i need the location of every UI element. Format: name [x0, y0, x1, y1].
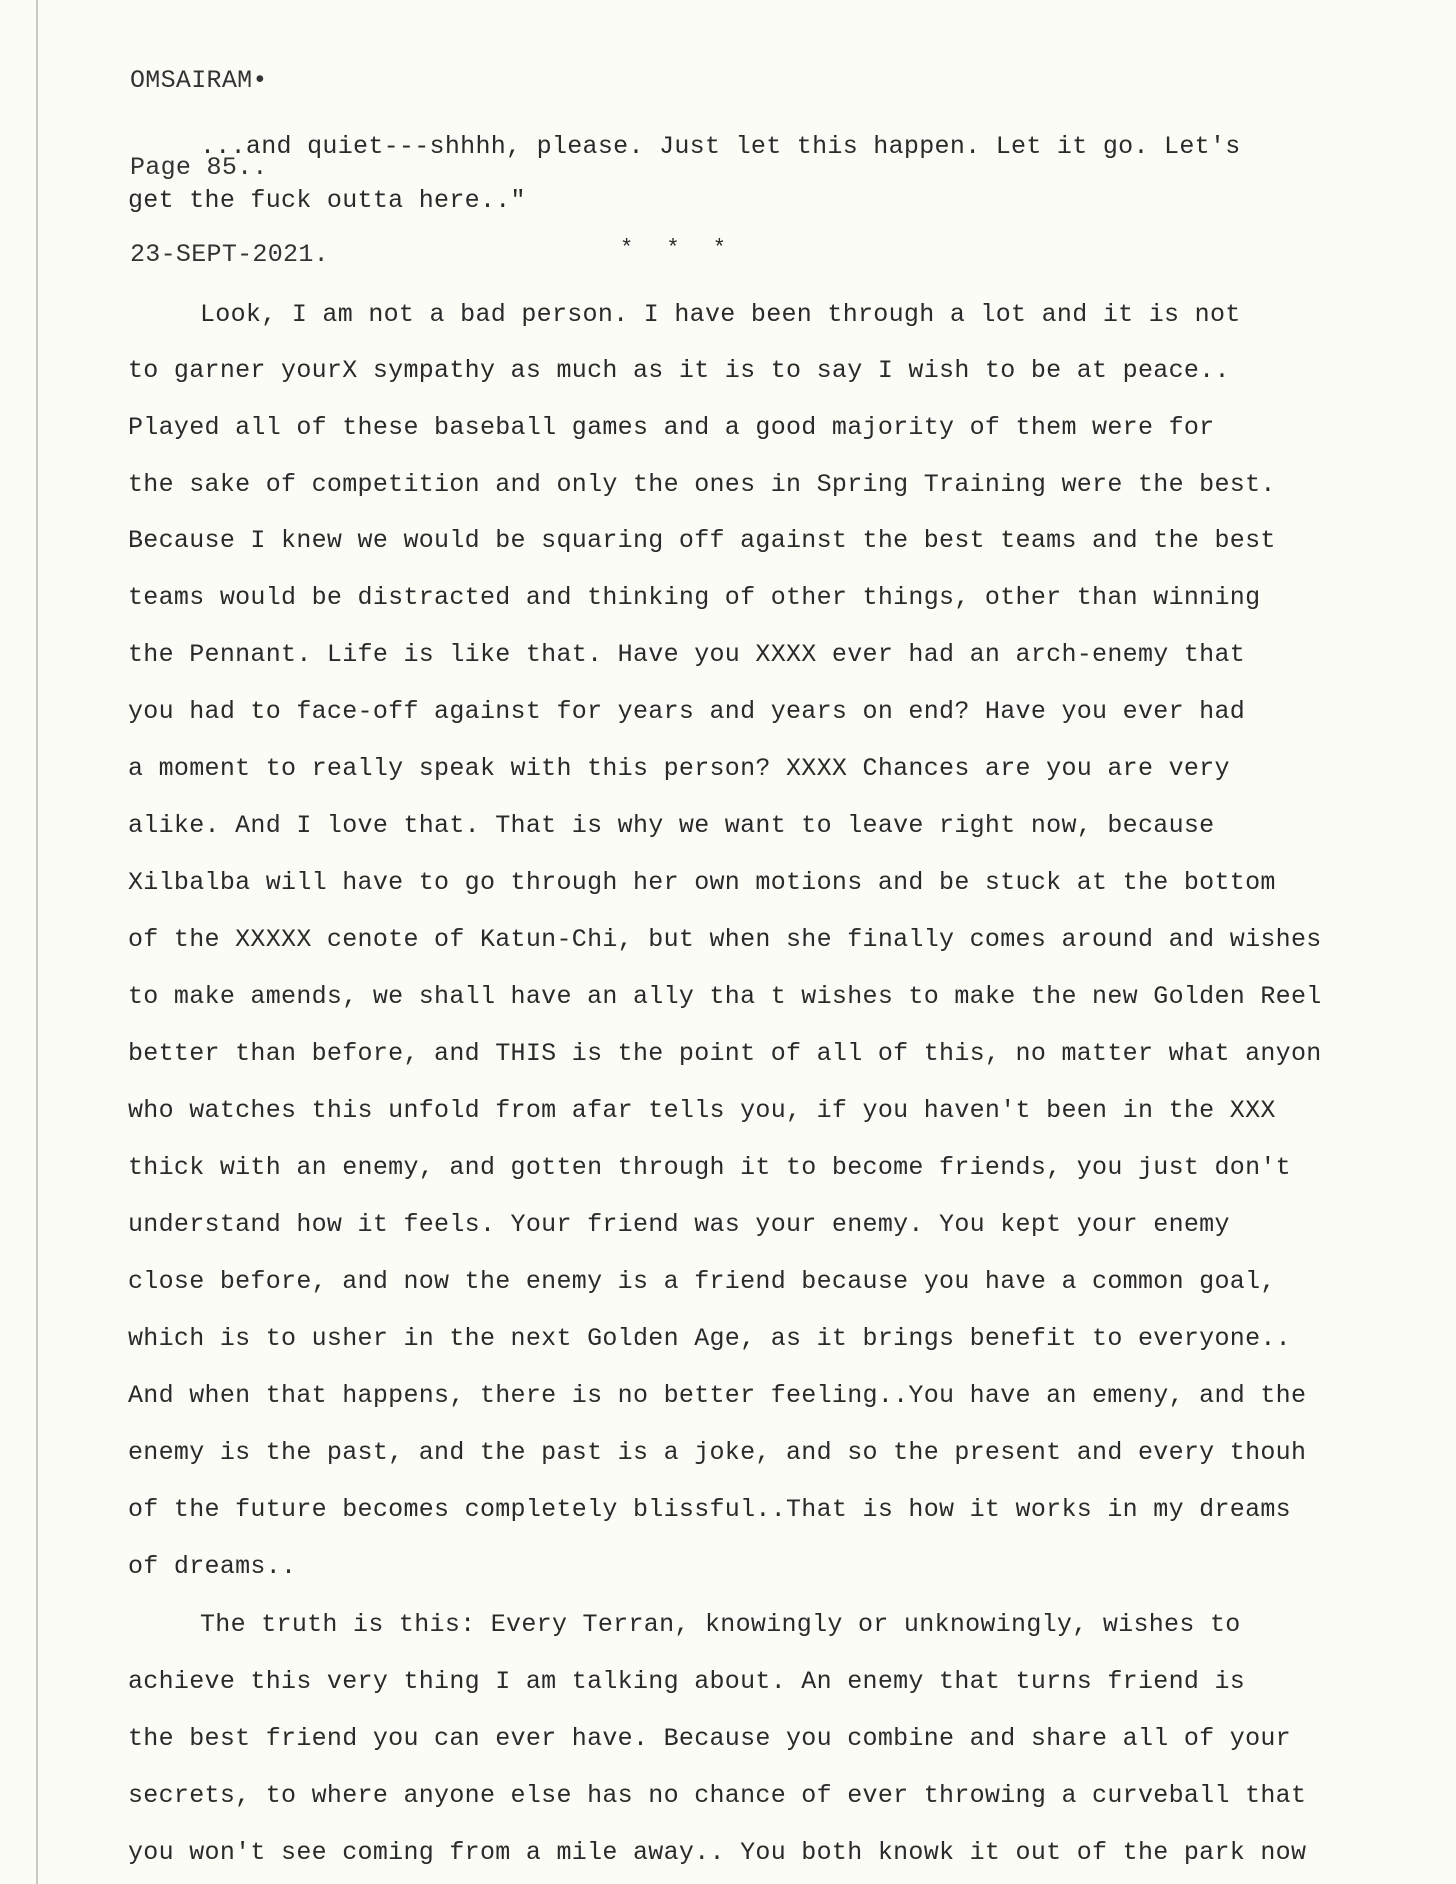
text-line: understand how it feels. Your friend was your enemy. You kept your enemy: [128, 1210, 1230, 1239]
text-line: close before, and now the enemy is a friend because you have a common goal,: [128, 1267, 1276, 1296]
section-separator: * * *: [620, 236, 737, 261]
text-line: thick with an enemy, and gotten through it to become friends, you just don't: [128, 1153, 1291, 1182]
text-line: of the XXXXX cenote of Katun-Chi, but when she finally comes around and wishes: [128, 925, 1322, 954]
text-line: enemy is the past, and the past is a joke, and so the present and every thouh: [128, 1438, 1307, 1467]
text-line: to make amends, we shall have an ally tha t wishes to make the new Golden Reel: [128, 982, 1322, 1011]
text-line: get the fuck outta here..": [128, 186, 526, 215]
text-line: alike. And I love that. That is why we want to leave right now, because: [128, 811, 1215, 840]
text-line: Xilbalba will have to go through her own motions and be stuck at the bottom: [128, 868, 1276, 897]
text-line: the sake of competition and only the ones in Spring Training were the best.: [128, 470, 1276, 499]
text-line: And when that happens, there is no better feeling..You have an emeny, and the: [128, 1381, 1307, 1410]
header-page-number: Page 85..: [130, 153, 268, 182]
text-line: who watches this unfold from afar tells you, if you haven't been in the XXX: [128, 1096, 1276, 1125]
text-line: a moment to really speak with this person? XXXX Chances are you are very: [128, 754, 1230, 783]
text-line: better than before, and THIS is the point of all of this, no matter what anyon: [128, 1039, 1322, 1068]
text-line: which is to usher in the next Golden Age, as it brings benefit to everyone..: [128, 1324, 1291, 1353]
text-line: of the future becomes completely blissful..That is how it works in my dreams: [128, 1495, 1291, 1524]
text-line: Look, I am not a bad person. I have been through a lot and it is not: [200, 300, 1241, 329]
text-line: the best friend you can ever have. Because you combine and share all of your: [128, 1724, 1291, 1753]
text-line: of dreams..: [128, 1552, 297, 1581]
header-date: 23-SEPT-2021.: [130, 240, 329, 269]
text-line: you won't see coming from a mile away.. You both knowk it out of the park now: [128, 1838, 1307, 1867]
text-line: The truth is this: Every Terran, knowingly or unknowingly, wishes to: [200, 1610, 1241, 1639]
text-line: to garner yourX sympathy as much as it is to say I wish to be at peace..: [128, 356, 1230, 385]
text-line: teams would be distracted and thinking of other things, other than winning: [128, 583, 1261, 612]
text-line: Because I knew we would be squaring off against the best teams and the best: [128, 526, 1276, 555]
page-edge: [36, 0, 38, 1884]
text-line: secrets, to where anyone else has no chance of ever throwing a curveball that: [128, 1781, 1307, 1810]
text-line: Played all of these baseball games and a good majority of them were for: [128, 413, 1215, 442]
text-line: you had to face-off against for years and years on end? Have you ever had: [128, 697, 1246, 726]
text-line: the Pennant. Life is like that. Have you XXXX ever had an arch-enemy that: [128, 640, 1246, 669]
page-header: [130, 8, 329, 327]
header-title: OMSAIRAM•: [130, 66, 268, 95]
text-line: achieve this very thing I am talking about. An enemy that turns friend is: [128, 1667, 1246, 1696]
text-line: ...and quiet---shhhh, please. Just let this happen. Let it go. Let's: [200, 132, 1241, 161]
